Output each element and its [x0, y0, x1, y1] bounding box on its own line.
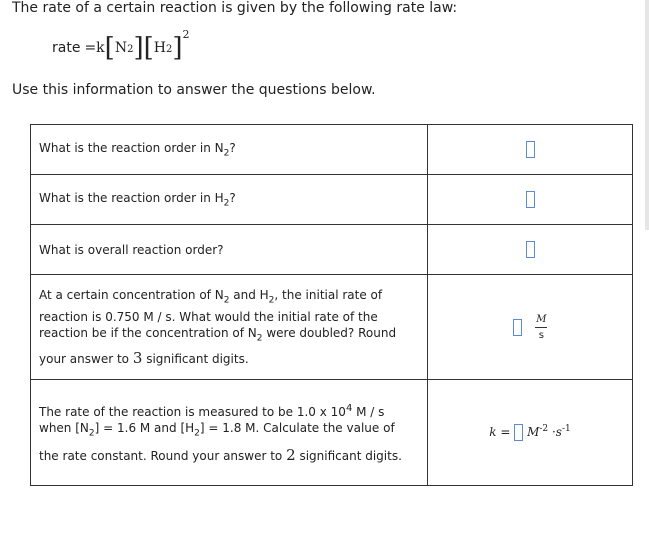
- intro-text: The rate of a certain reaction is given by the following rate law:: [12, 0, 458, 16]
- species-h-sub: 2: [165, 44, 173, 55]
- instructions-text: Use this information to answer the questions below.: [12, 82, 376, 98]
- answer-cell: [428, 175, 633, 225]
- rate-constant-input[interactable]: [514, 424, 523, 441]
- answer-cell: [428, 125, 633, 175]
- order-n2-input[interactable]: [526, 141, 535, 158]
- close-bracket: ]: [133, 33, 144, 63]
- question-text: At a certain concentration of $N_2$ and $H_2$, the initial rate of reaction is 0.750 M / s. What would the initial rate of the reaction be if the concentration of $N_2$ were doubled? Round your answer to 3 significant digits.: [31, 275, 428, 380]
- questions-table: [30, 124, 633, 486]
- answer-cell: [428, 275, 633, 380]
- equals-sign: =: [84, 40, 97, 56]
- close-bracket: ]: [172, 33, 183, 63]
- species-n: N: [114, 40, 128, 56]
- rate-law: [52, 28, 190, 63]
- question-text: What is the reaction order in $H_2$?: [31, 175, 428, 225]
- question-text: What is the reaction order in $N_2$?: [31, 125, 428, 175]
- overall-order-input[interactable]: [526, 241, 535, 258]
- exponent: 2: [182, 28, 190, 41]
- question-row: [31, 175, 633, 225]
- rate-constant-expression: $k = M^{-2} \cdot s^{-1}$: [489, 424, 571, 439]
- new-rate-input[interactable]: [513, 319, 522, 336]
- unit-m-per-s: $\frac{M}{s}$: [536, 313, 547, 341]
- question-text: The rate of the reaction is measured to be 1.0 x $10^4$ M / s when $[N_2] = 1.6$ M and $[H_2] = 1.8$ M. Calculate the value of the rate constant. Round your answer to 2 significant digits.: [31, 380, 428, 486]
- rate-label: rate: [52, 40, 81, 56]
- question-row: [31, 380, 633, 486]
- question-row: [31, 125, 633, 175]
- scrollbar[interactable]: [645, 0, 649, 230]
- answer-cell: [428, 380, 633, 486]
- question-row: [31, 225, 633, 275]
- open-bracket: [: [104, 33, 115, 63]
- order-h2-input[interactable]: [526, 191, 535, 208]
- question-row: [31, 275, 633, 380]
- species-h: H: [153, 40, 166, 56]
- rate-constant: k: [96, 40, 105, 56]
- question-text: What is overall reaction order?: [31, 225, 428, 275]
- answer-cell: [428, 225, 633, 275]
- species-n-sub: 2: [127, 44, 134, 55]
- open-bracket: [: [143, 33, 154, 63]
